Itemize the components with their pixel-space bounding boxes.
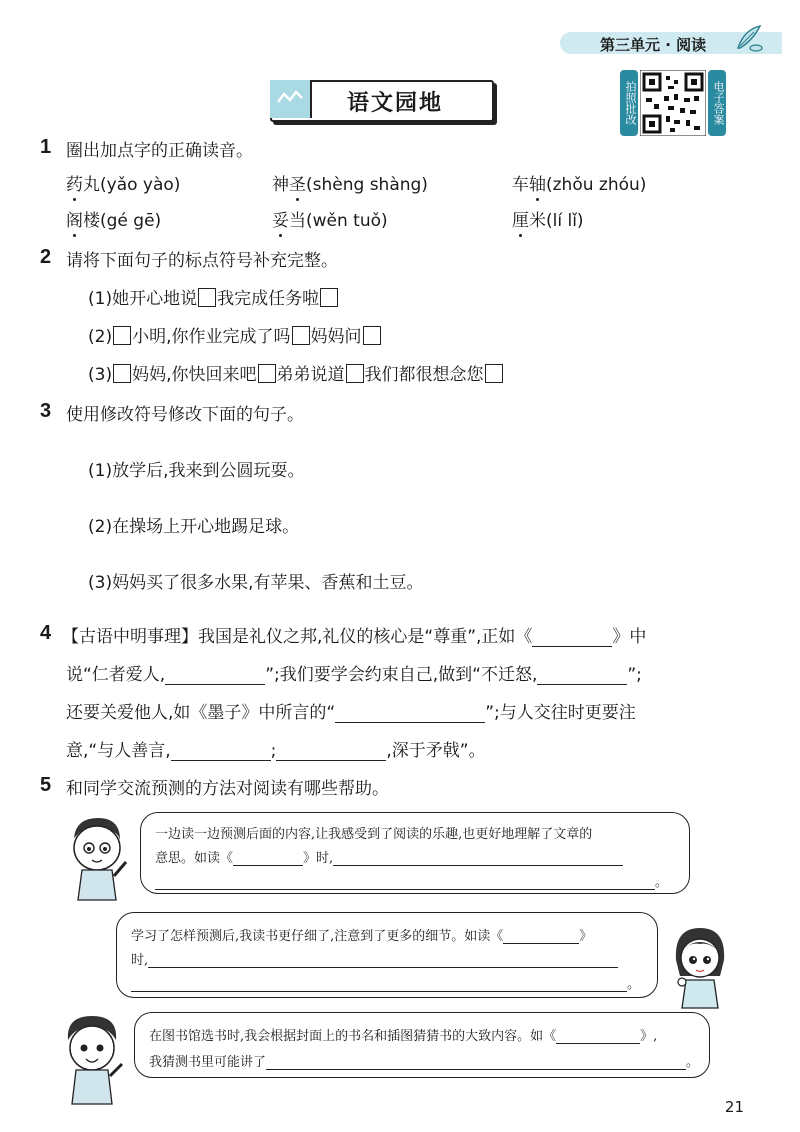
answer-blank[interactable] (335, 706, 485, 723)
q2-number: 2 (40, 246, 52, 268)
answer-blank[interactable] (537, 668, 627, 685)
punct-box[interactable] (320, 288, 338, 307)
bubble-2-line-2: 时, (131, 949, 618, 968)
punct-box[interactable] (363, 326, 381, 345)
q1-pinyin[interactable]: (shèng shàng) (306, 175, 428, 195)
answer-blank[interactable] (171, 744, 271, 761)
q1-char-dotted: 圣 (289, 175, 306, 195)
bubble-1-line-3: 。 (155, 871, 668, 890)
answer-blank[interactable] (333, 852, 623, 866)
answer-blank[interactable] (503, 930, 579, 944)
q1-prompt: 圈出加点字的正确读音。 (66, 141, 253, 161)
feather-pen-icon (732, 22, 764, 54)
answer-blank[interactable] (155, 876, 655, 890)
bubble-1-line-1: 一边读一边预测后面的内容,让我感受到了阅读的乐趣,也更好地理解了文章的 (155, 827, 593, 842)
page-number: 21 (724, 1098, 744, 1116)
q1-item: 厘米(lí lǐ) (512, 211, 584, 231)
bubble-3-line-2: 我猜测书里可能讲了 。 (149, 1055, 700, 1070)
speech-bubble-1 (140, 812, 690, 894)
speech-bubble-3 (134, 1012, 710, 1078)
boy-avatar-icon (56, 1010, 128, 1106)
answer-blank[interactable] (148, 954, 618, 968)
punct-box[interactable] (346, 364, 364, 383)
q1-pinyin[interactable]: (gé gē) (100, 211, 162, 231)
punct-box[interactable] (258, 364, 276, 383)
answer-blank[interactable] (165, 668, 265, 685)
q4-line-4: 意,“与人善言, ; ,深于矛戟”。 (66, 741, 486, 761)
q1-item: 妥当(wěn tuǒ) (272, 211, 388, 231)
answer-blank[interactable] (556, 1030, 640, 1044)
answer-blank[interactable] (131, 978, 627, 992)
q1-pinyin[interactable]: (lí lǐ) (546, 211, 584, 231)
q3-sentence-2: (2)在操场上开心地踢足球。 (88, 517, 300, 537)
qr-left-label: 拍照批改 (620, 70, 638, 136)
punct-box[interactable] (485, 364, 503, 383)
q3-sentence-1: (1)放学后,我来到公圆玩耍。 (88, 461, 305, 481)
bubble-2-line-1: 学习了怎样预测后,我读书更仔细了,注意到了更多的细节。如读《 》 (131, 929, 593, 944)
qr-code-icon (640, 70, 706, 136)
section-title: 语文园地 (346, 91, 443, 116)
q1-item: 药丸(yǎo yào) (66, 175, 181, 195)
punct-box[interactable] (113, 326, 131, 345)
qr-panel[interactable] (620, 70, 726, 136)
qr-right-label: 电子答案 (708, 70, 726, 136)
q5-number: 5 (40, 774, 52, 796)
unit-label: 第三单元 · 阅读 (600, 36, 707, 54)
q5-prompt: 和同学交流预测的方法对阅读有哪些帮助。 (66, 779, 389, 799)
q2-sentence-2: (2) 小明,你作业完成了吗 妈妈问 (88, 322, 382, 347)
q1-char-dotted: 轴 (529, 175, 546, 195)
q3-sentence-3: (3)妈妈买了很多水果,有苹果、香蕉和土豆。 (88, 573, 424, 593)
q4-line-1: 【古语中明事理】我国是礼仪之邦,礼仪的核心是“尊重”,正如《 》中 (62, 627, 647, 647)
boy-avatar-icon (62, 812, 132, 902)
q1-pinyin[interactable]: (yǎo yào) (100, 175, 181, 195)
speech-bubble-2 (116, 912, 658, 998)
answer-blank[interactable] (266, 1056, 686, 1070)
q2-sentence-1: (1)她开心地说 我完成任务啦 (88, 284, 339, 309)
title-flag (270, 80, 312, 118)
q2-prompt: 请将下面句子的标点符号补充完整。 (66, 251, 338, 271)
punct-box[interactable] (198, 288, 216, 307)
bubble-1-line-2: 意思。如读《 》时, (155, 847, 623, 866)
q1-char-dotted: 药 (66, 175, 83, 195)
answer-blank[interactable] (276, 744, 386, 761)
answer-blank[interactable] (233, 852, 303, 866)
q4-line-2: 说“仁者爱人, ”;我们要学会约束自己,做到“不迁怒, ”; (66, 665, 642, 685)
wave-icon (270, 80, 310, 118)
girl-avatar-icon (668, 920, 732, 1010)
q1-item: 神圣(shèng shàng) (272, 175, 428, 195)
q1-char-dotted: 妥 (272, 211, 289, 231)
q4-number: 4 (40, 622, 52, 644)
q1-char-dotted: 阁 (66, 211, 83, 231)
q1-item: 阁楼(gé gē) (66, 211, 162, 231)
q1-pinyin[interactable]: (zhǒu zhóu) (546, 175, 647, 195)
q2-sentence-3: (3) 妈妈,你快回来吧 弟弟说道 我们都很想念您 (88, 360, 504, 385)
bubble-3-line-1: 在图书馆选书时,我会根据封面上的书名和插图猜猜书的大致内容。如《 》, (149, 1029, 658, 1044)
q1-pinyin[interactable]: (wěn tuǒ) (306, 211, 388, 231)
answer-blank[interactable] (532, 630, 612, 647)
bubble-2-line-3: 。 (131, 973, 640, 992)
punct-box[interactable] (113, 364, 131, 383)
q3-number: 3 (40, 400, 52, 422)
q1-number: 1 (40, 136, 52, 158)
q4-line-3: 还要关爱他人,如《墨子》中所言的“ ”;与人交往时更要注 (66, 703, 636, 723)
punct-box[interactable] (292, 326, 310, 345)
q1-char-dotted: 厘 (512, 211, 529, 231)
q3-prompt: 使用修改符号修改下面的句子。 (66, 405, 304, 425)
q1-item: 车轴(zhǒu zhóu) (512, 175, 647, 195)
